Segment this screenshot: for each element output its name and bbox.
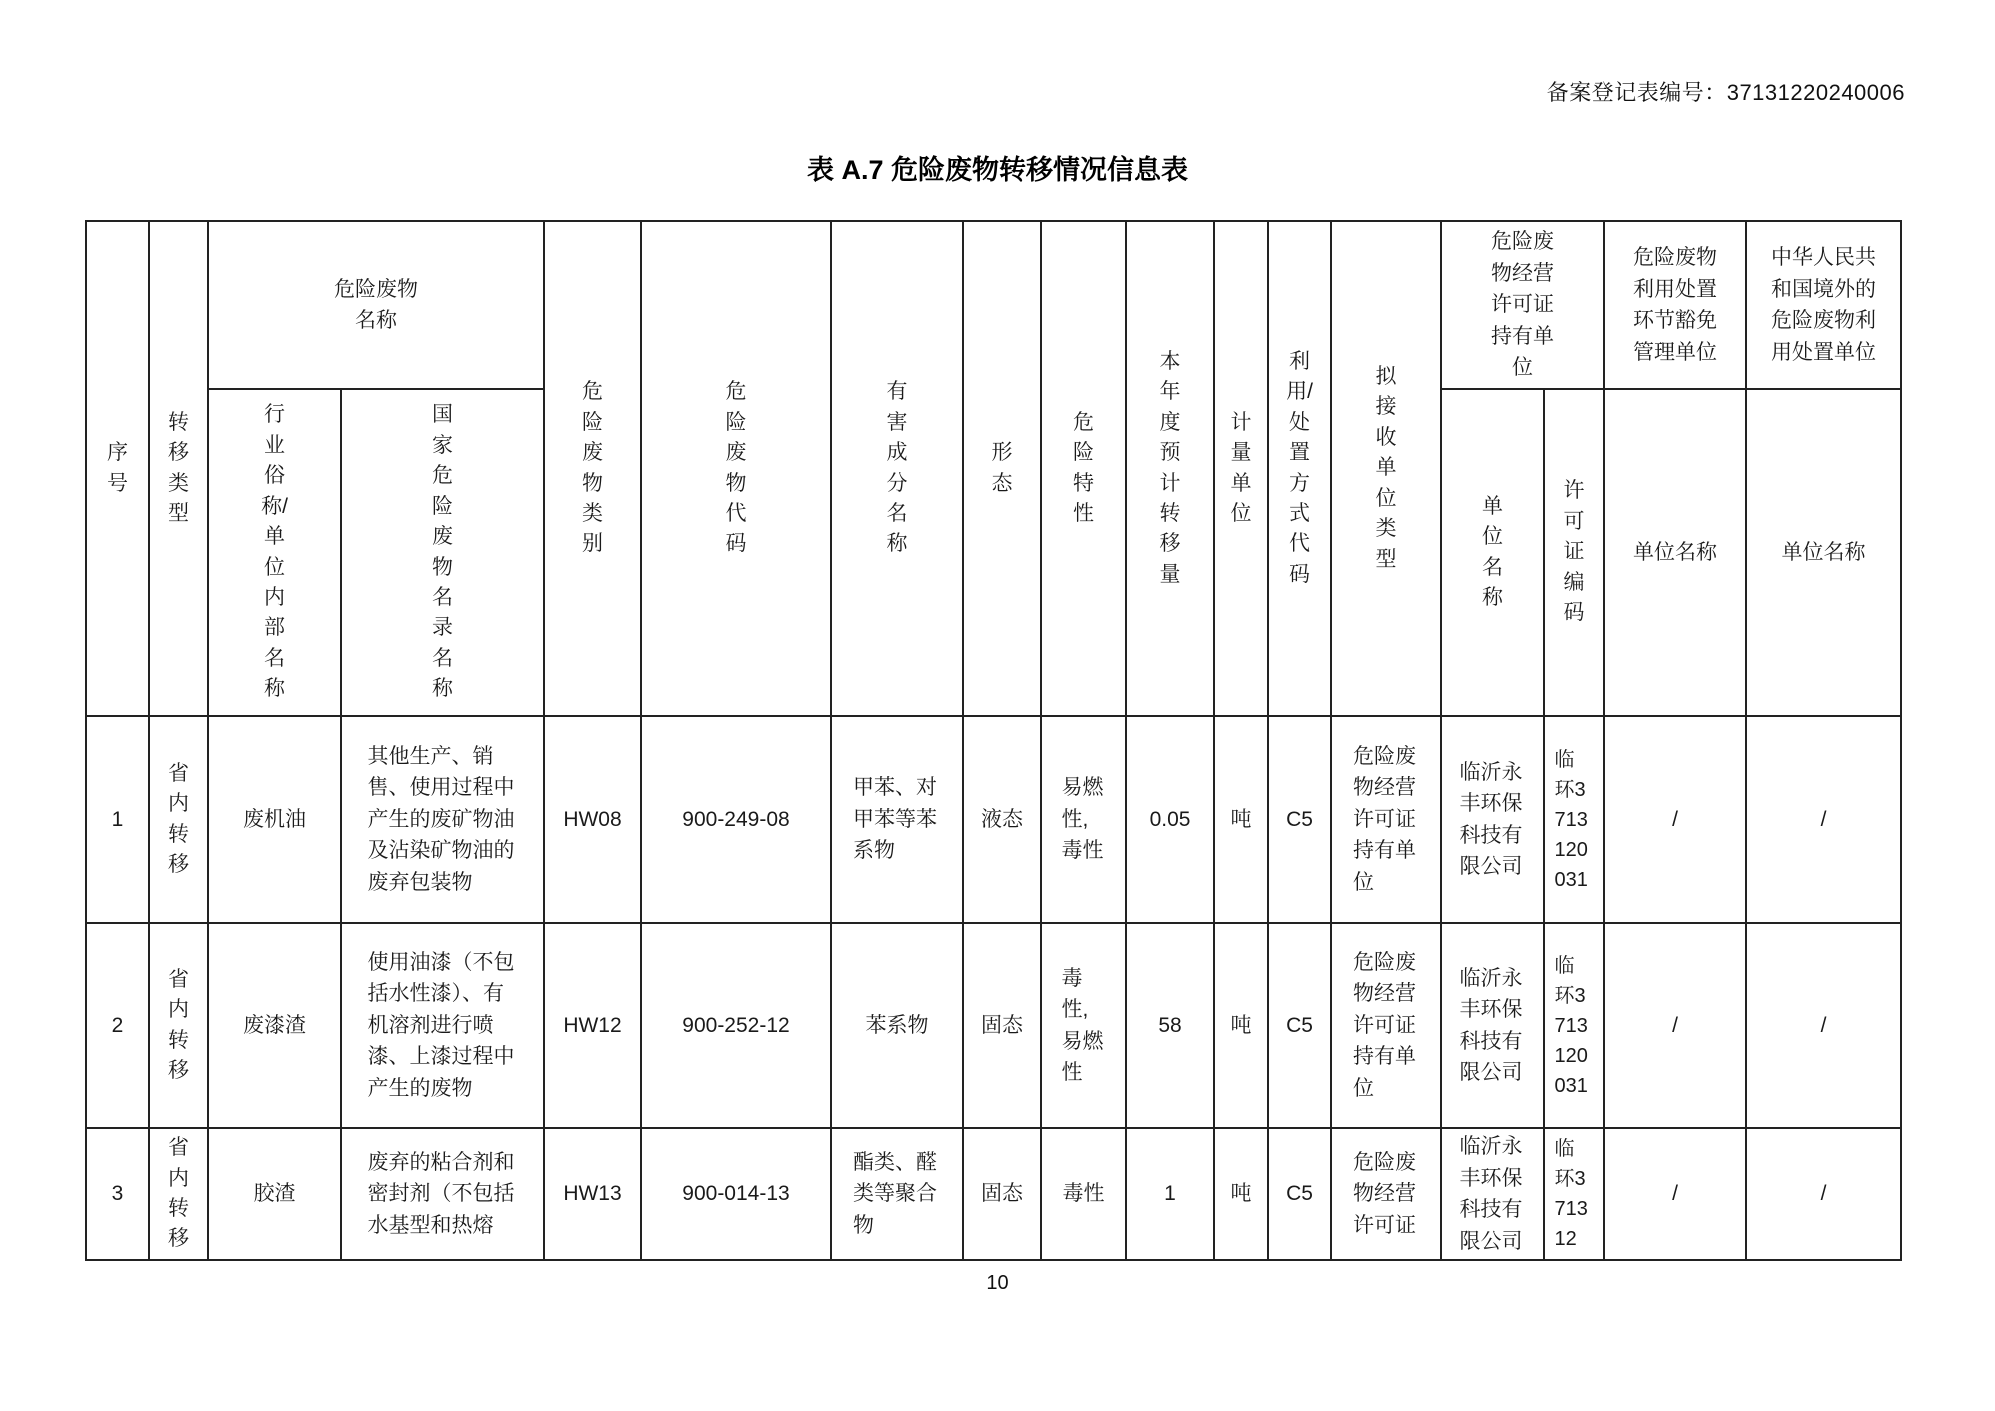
cell-method-code: C5 — [1268, 923, 1331, 1128]
cell-seq: 2 — [86, 923, 149, 1128]
header-exempt-unit-name: 单位名称 — [1604, 389, 1746, 716]
header-waste-code: 危险废物代码 — [641, 221, 831, 716]
cell-license-code: 临环371312 — [1544, 1128, 1604, 1260]
header-measure-unit: 计量单位 — [1214, 221, 1268, 716]
cell-unit: 吨 — [1214, 716, 1268, 923]
cell-transfer-type: 省内转移 — [149, 923, 208, 1128]
header-transfer-type: 转移类型 — [149, 221, 208, 716]
cell-abroad-unit: / — [1746, 923, 1901, 1128]
cell-category: HW08 — [544, 716, 641, 923]
cell-method-code: C5 — [1268, 1128, 1331, 1260]
cell-hazard: 毒性 — [1041, 1128, 1126, 1260]
cell-receiver-type: 危险废物经营许可证 — [1331, 1128, 1441, 1260]
cell-harmful: 苯系物 — [831, 923, 963, 1128]
cell-unit: 吨 — [1214, 1128, 1268, 1260]
cell-abroad-unit: / — [1746, 716, 1901, 923]
header-hazard-property: 危险特性 — [1041, 221, 1126, 716]
cell-code: 900-014-13 — [641, 1128, 831, 1260]
cell-seq: 1 — [86, 716, 149, 923]
cell-form: 固态 — [963, 1128, 1041, 1260]
cell-seq: 3 — [86, 1128, 149, 1260]
waste-transfer-table — [85, 220, 1902, 1261]
cell-industry-name: 废机油 — [208, 716, 341, 923]
cell-catalog-name: 使用油漆（不包括水性漆）、有机溶剂进行喷漆、上漆过程中产生的废物 — [341, 923, 544, 1128]
cell-holder-name: 临沂永丰环保科技有限公司 — [1441, 716, 1544, 923]
header-national-catalog-name: 国家危险废物名录名称 — [341, 389, 544, 716]
cell-catalog-name: 废弃的粘合剂和密封剂（不包括水基型和热熔 — [341, 1128, 544, 1260]
cell-form: 液态 — [963, 716, 1041, 923]
cell-form: 固态 — [963, 923, 1041, 1128]
cell-hazard: 毒性,易燃性 — [1041, 923, 1126, 1128]
cell-harmful: 甲苯、对甲苯等苯系物 — [831, 716, 963, 923]
header-annual-transfer-amount: 本年度预计转移量 — [1126, 221, 1214, 716]
record-number: 备案登记表编号：37131220240006 — [1546, 80, 1905, 105]
header-harmful-component: 有害成分名称 — [831, 221, 963, 716]
header-industry-common-name: 行业俗称/单位内部名称 — [208, 389, 341, 716]
cell-industry-name: 废漆渣 — [208, 923, 341, 1128]
cell-holder-name: 临沂永丰环保科技有限公司 — [1441, 1128, 1544, 1260]
table-row — [86, 1128, 1901, 1260]
header-exempt-group: 危险废物利用处置环节豁免管理单位 — [1604, 221, 1746, 389]
table-row — [86, 716, 1901, 923]
page-title: 表 A.7 危险废物转移情况信息表 — [806, 155, 1189, 185]
cell-amount: 58 — [1126, 923, 1214, 1128]
cell-category: HW13 — [544, 1128, 641, 1260]
cell-license-code: 临环3713120031 — [1544, 716, 1604, 923]
cell-method-code: C5 — [1268, 716, 1331, 923]
header-disposal-method-code: 利用/处置方式代码 — [1268, 221, 1331, 716]
cell-holder-name: 临沂永丰环保科技有限公司 — [1441, 923, 1544, 1128]
cell-transfer-type: 省内转移 — [149, 716, 208, 923]
cell-industry-name: 胶渣 — [208, 1128, 341, 1260]
cell-category: HW12 — [544, 923, 641, 1128]
header-abroad-group: 中华人民共和国境外的危险废物利用处置单位 — [1746, 221, 1901, 389]
cell-code: 900-252-12 — [641, 923, 831, 1128]
header-license-code: 许可证编码 — [1544, 389, 1604, 716]
header-physical-form: 形态 — [963, 221, 1041, 716]
cell-receiver-type: 危险废物经营许可证持有单位 — [1331, 923, 1441, 1128]
cell-exempt-unit: / — [1604, 923, 1746, 1128]
cell-license-code: 临环3713120031 — [1544, 923, 1604, 1128]
page-number: 10 — [986, 1272, 1009, 1294]
cell-amount: 1 — [1126, 1128, 1214, 1260]
header-waste-category: 危险废物类别 — [544, 221, 641, 716]
cell-harmful: 酯类、醛类等聚合物 — [831, 1128, 963, 1260]
cell-exempt-unit: / — [1604, 716, 1746, 923]
cell-exempt-unit: / — [1604, 1128, 1746, 1260]
cell-transfer-type: 省内转移 — [149, 1128, 208, 1260]
header-license-holder-group: 危险废物经营许可证持有单位 — [1441, 221, 1604, 389]
header-seq: 序号 — [86, 221, 149, 716]
cell-code: 900-249-08 — [641, 716, 831, 923]
table-row — [86, 923, 1901, 1128]
cell-receiver-type: 危险废物经营许可证持有单位 — [1331, 716, 1441, 923]
cell-unit: 吨 — [1214, 923, 1268, 1128]
cell-catalog-name: 其他生产、销售、使用过程中产生的废矿物油及沾染矿物油的废弃包装物 — [341, 716, 544, 923]
cell-hazard: 易燃性,毒性 — [1041, 716, 1126, 923]
header-waste-name-group: 危险废物名称 — [208, 221, 544, 389]
header-abroad-unit-name: 单位名称 — [1746, 389, 1901, 716]
header-receiver-type: 拟接收单位类型 — [1331, 221, 1441, 716]
header-holder-unit-name: 单位名称 — [1441, 389, 1544, 716]
cell-abroad-unit: / — [1746, 1128, 1901, 1260]
cell-amount: 0.05 — [1126, 716, 1214, 923]
